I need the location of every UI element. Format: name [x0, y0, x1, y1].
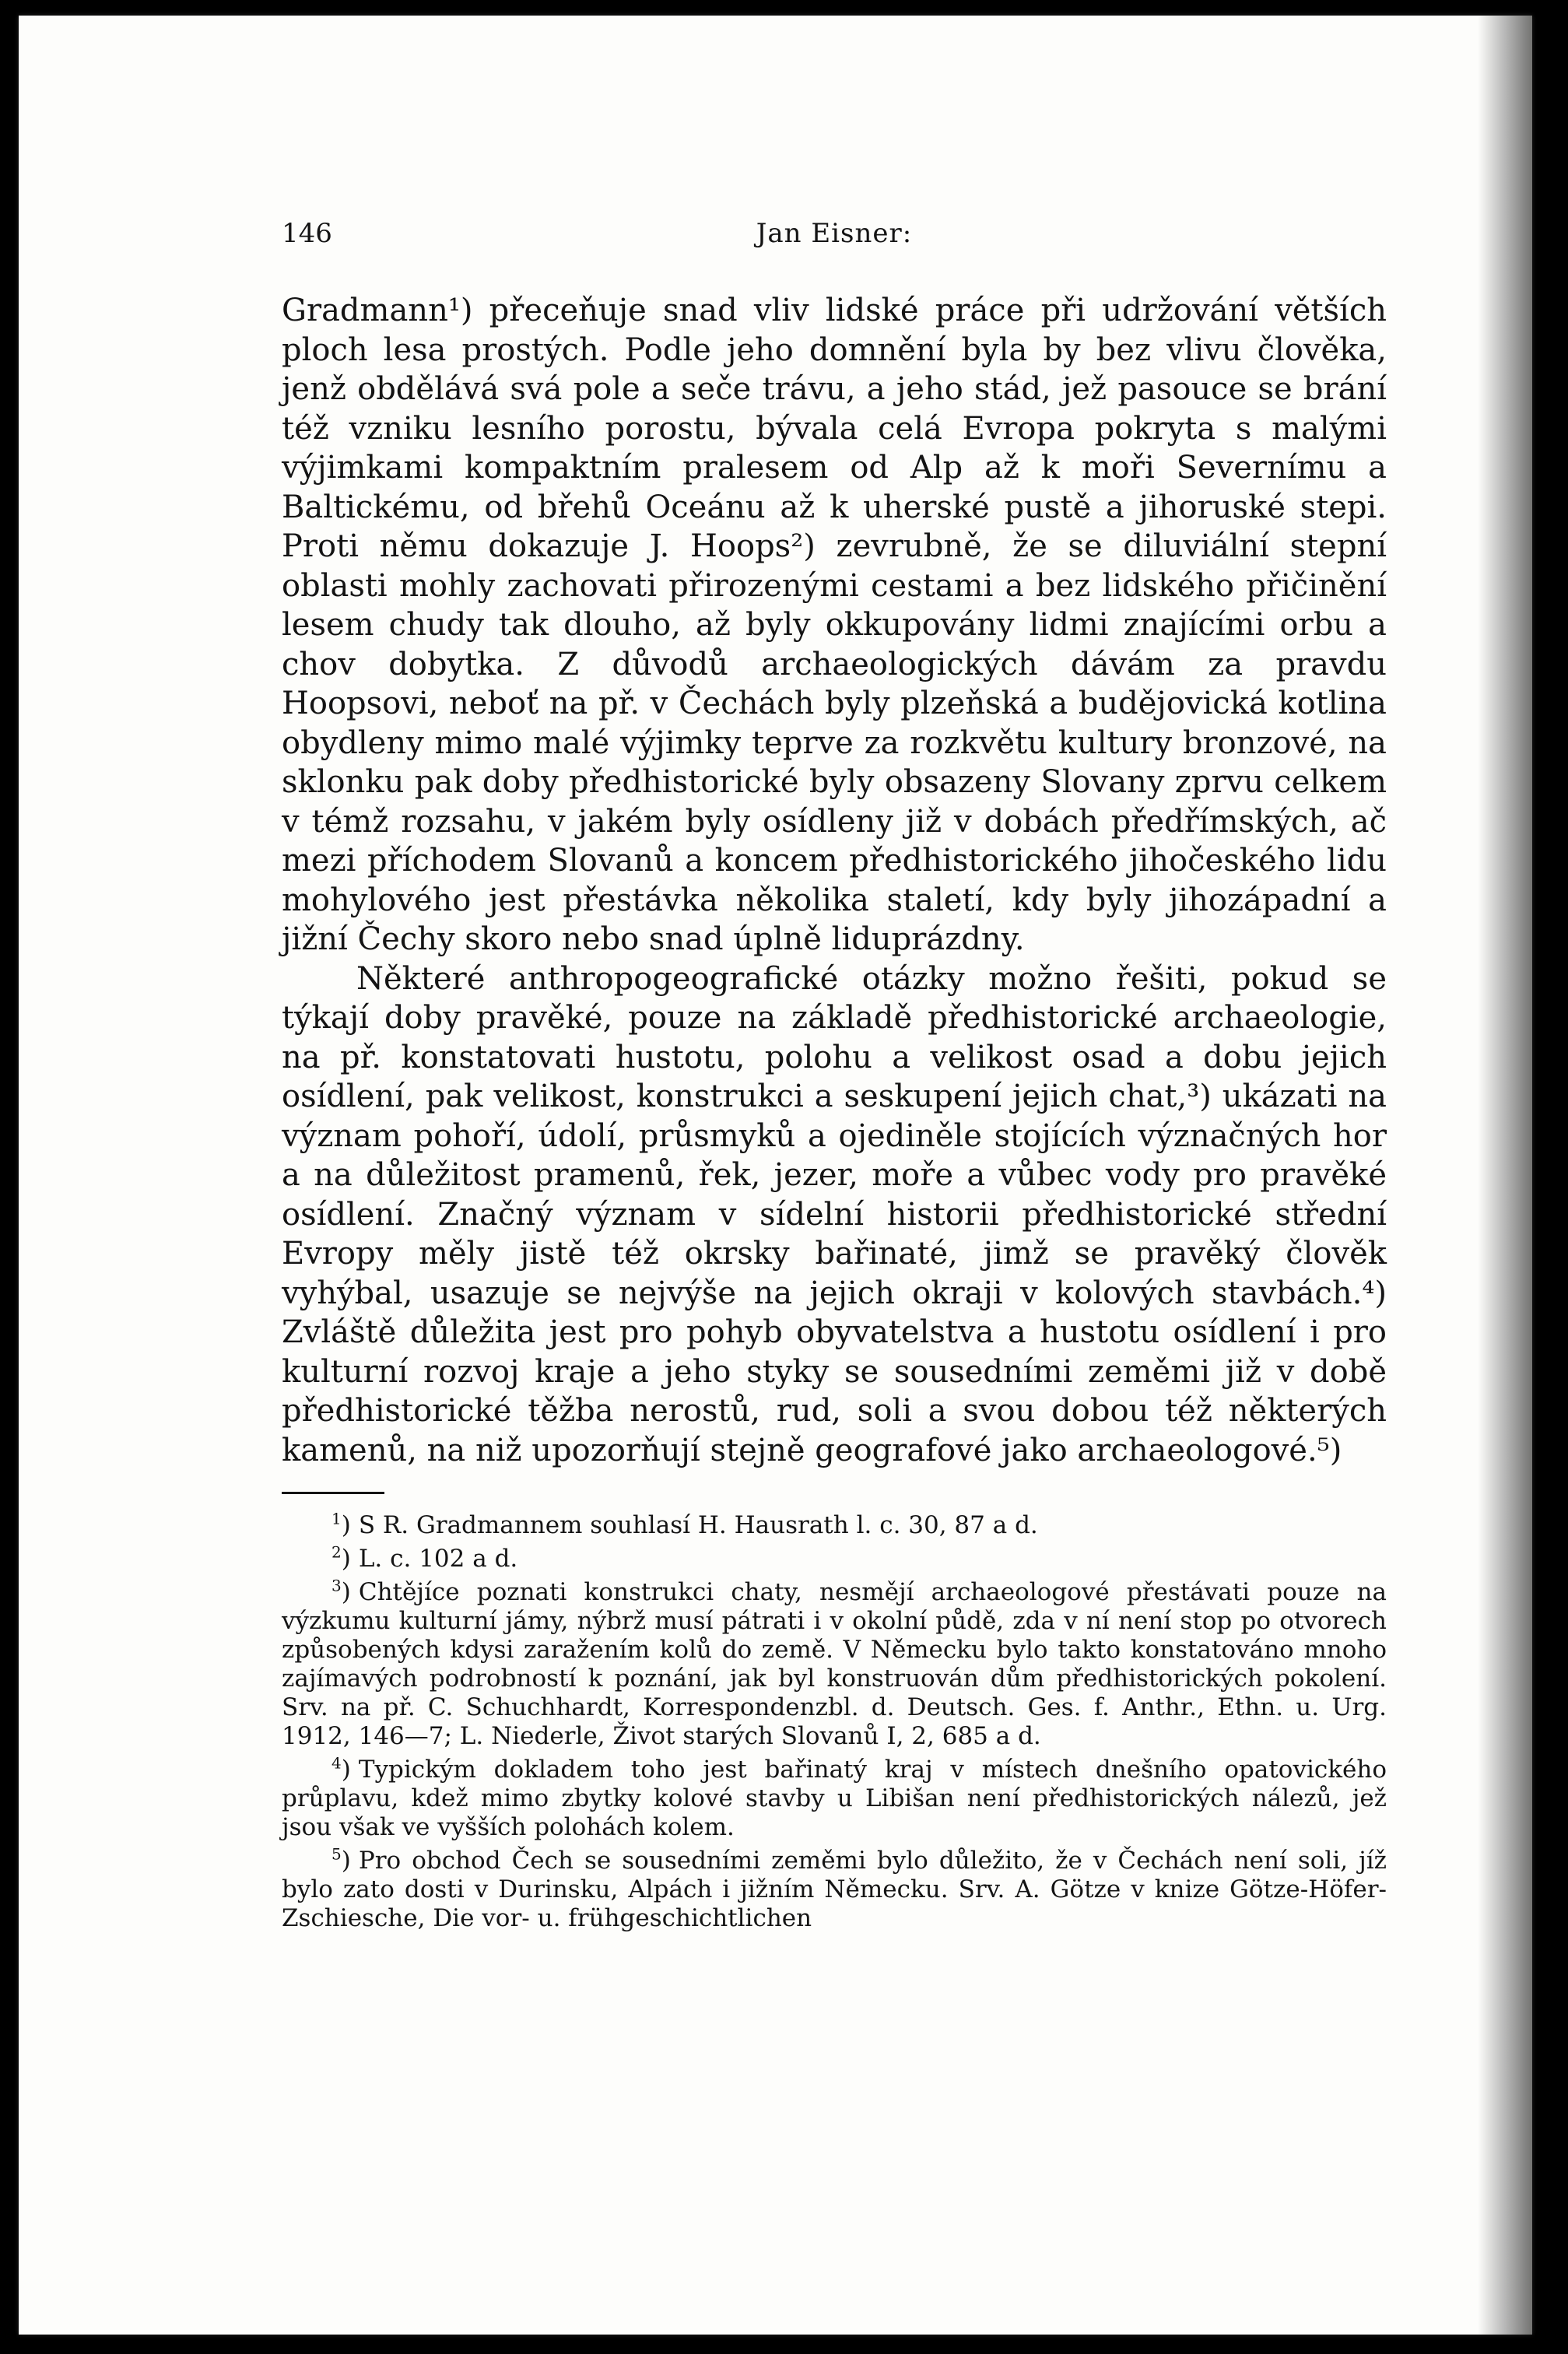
running-head	[282, 218, 1387, 265]
book-page	[19, 16, 1532, 2335]
footnote-paren: )	[341, 1578, 351, 1606]
footnote-text: Typickým dokladem toho jest bařinatý kraj v místech dnešního opatovického průplavu, kdež mimo zbytky kolové stavby u Libišan není předhistorických nálezů, jež jsou však ve vyšších polohách kolem.	[282, 1756, 1387, 1841]
footnote-mark: 3	[331, 1576, 342, 1595]
footnotes	[282, 1511, 1387, 1933]
footnote	[282, 1753, 1387, 1842]
footnote	[282, 1844, 1387, 1933]
paragraph: Některé anthropogeografické otázky možno řešiti, pokud se týkají doby pravěké, pouze na základě předhistorické archaeologie, na př. konstatovati hustotu, polohu a velikost osad a dobu jejich osídlení, pak velikost, konstrukci a seskupení jejich chat,³) ukázati na význam pohoří, údolí, průsmyků a ojediněle stojících význačných hor a na důležitost pramenů, řek, jezer, moře a vůbec vody pro pravěké osídlení. Značný význam v sídelní historii předhistorické střední Evropy měly jistě též okrsky bařinaté, jimž se pravěký člověk vyhýbal, usazuje se nejvýše na jejich okraji v kolových stavbách.⁴) Zvláště důležita jest pro pohyb obyvatelstva a hustotu osídlení i pro kulturní rozvoj kraje a jeho styky se sousedními zeměmi již v době předhistorické těžba nerostů, rud, soli a svou dobou též některých kamenů, na niž upozorňují stejně geografové jako archaeologové.⁵)	[282, 960, 1387, 1468]
footnote-paren: )	[341, 1511, 351, 1539]
page-edge-shadow	[1478, 16, 1532, 2335]
footnote	[282, 1511, 1387, 1540]
footnote-mark: 5	[331, 1844, 342, 1864]
footnote	[282, 1542, 1387, 1573]
footnote-separator	[282, 1492, 384, 1494]
footnote-text: Pro obchod Čech se sousedními zeměmi bylo důležito, že v Čechách není soli, jíž bylo zato dosti v Durinsku, Alpách i jižním Německu. Srv. A. Götze v knize Götze-Höfer-Zschiesche, Die vor- u. frühgeschichtlichen	[282, 1847, 1387, 1932]
page-content	[282, 218, 1387, 1938]
footnote-paren: )	[341, 1756, 351, 1784]
footnote-mark: 1	[331, 1509, 342, 1528]
paragraph: Gradmann¹) přeceňuje snad vliv lidské práce při udržování větších ploch lesa prostých. Podle jeho domnění byla by bez vlivu člověka, jenž obdělává svá pole a seče trávu, a jeho stád, jež pasouce se brání též vzniku lesního porostu, bývala celá Evropa pokryta s malými výjimkami kompaktním pralesem od Alp až k moři Severnímu a Baltickému, od břehů Oceánu až k uherské pustě a jihoruské stepi. Proti němu dokazuje J. Hoops²) zevrubně, že se diluviální stepní oblasti mohly zachovati přirozenými cestami a bez lidského přičinění lesem chudy tak dlouho, až byly okkupovány lidmi znajícími orbu a chov dobytka. Z důvodů archaeologických dávám za pravdu Hoopsovi, neboť na př. v Čechách byly plzeňská a budějovická kotlina obydleny mimo malé výjimky teprve za rozkvětu kultury bronzové, na sklonku pak doby předhistorické byly obsazeny Slovany zprvu celkem v témž rozsahu, v jakém byly osídleny již v dobách předřímských, ač mezi příchodem Slovanů a koncem předhistorického jihočeského lidu mohylového jest přestávka několika staletí, kdy byly jihozápadní a jižní Čechy skoro nebo snad úplně liduprázdny.	[282, 293, 1387, 957]
footnote-text: L. c. 102 a d.	[358, 1545, 518, 1573]
footnote-paren: )	[341, 1545, 351, 1573]
footnote-paren: )	[341, 1847, 351, 1875]
footnote-text: S R. Gradmannem souhlasí H. Hausrath l. c. 30, 87 a d.	[358, 1511, 1038, 1539]
page-number: 146	[282, 218, 332, 249]
footnote-mark: 2	[331, 1542, 342, 1562]
footnote	[282, 1578, 1387, 1751]
body-text	[282, 291, 1387, 1470]
footnote-mark: 4	[331, 1753, 342, 1773]
running-title: Jan Eisner:	[756, 218, 913, 249]
footnote-text: Chtějíce poznati konstrukci chaty, nesmějí archaeologové přestávati pouze na výzkumu kulturní jámy, nýbrž musí pátrati i v okolní půdě, zda v ní není stop po otvorech způsobených kdysi zaražením kolů do země. V Německu bylo takto konstatováno mnoho zajímavých podrobností k poznání, jak byl konstruován dům předhistorických pokolení. Srv. na př. C. Schuchhardt, Korrespondenzbl. d. Deutsch. Ges. f. Anthr., Ethn. u. Urg. 1912, 146—7; L. Niederle, Život starých Slovanů I, 2, 685 a d.	[282, 1578, 1387, 1750]
